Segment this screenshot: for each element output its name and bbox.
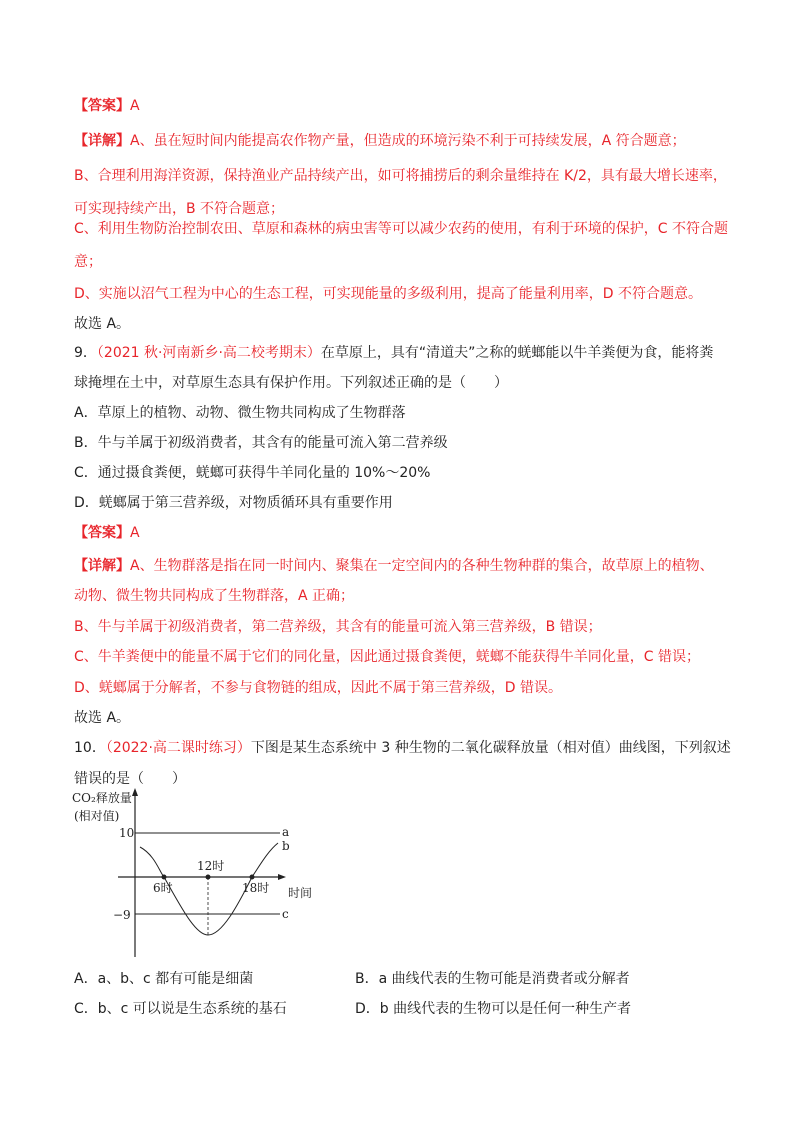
curve-b-label: b [282,839,290,853]
detail-line-1a [74,131,686,151]
option-10a: A．a、b、c 都有可能是细菌 [74,971,254,987]
detail-line-1d: C、利用生物防治控制农田、草原和森林的病虫害等可以减少农药的使用，有利于环境的保护，C 不符合题 [74,221,728,237]
question-10-stem [74,738,731,758]
answer-tag: 【答案】 [74,525,130,541]
label-18h: 18时 [242,881,270,895]
point-6h [162,875,167,880]
curve-a-label: a [282,825,290,839]
detail-tag: 【详解】 [74,558,130,574]
y-tick-10: 10 [119,826,135,840]
question-stem: 下图是某生态系统中 3 种生物的二氧化碳释放量（相对值）曲线图，下列叙述 [250,740,731,756]
conclusion-1: 故选 A。 [74,316,131,332]
option-9d: D．蜣螂属于第三营养级，对物质循环具有重要作用 [74,495,393,511]
option-9c: C．通过摄食粪便，蜣螂可获得牛羊同化量的 10%～20% [74,465,431,481]
y-axis-arrow [132,788,138,796]
detail-line-1f: D、实施以沼气工程为中心的生态工程，可实现能量的多级利用，提高了能量利用率，D 不符合题意。 [74,286,703,302]
point-18h [250,875,255,880]
detail-text: A、虽在短时间内能提高农作物产量，但造成的环境污染不利于可持续发展，A 符合题意； [130,133,686,149]
detail-line-9b: 动物、微生物共同构成了生物群落，A 正确； [74,588,355,604]
detail-tag: 【详解】 [74,133,130,149]
option-10b: B．a 曲线代表的生物可能是消费者或分解者 [355,971,630,987]
option-10d: D．b 曲线代表的生物可以是任何一种生产者 [355,1001,632,1017]
question-number: 10． [74,740,106,756]
detail-line-9a [74,556,714,576]
detail-line-1e: 意； [74,254,102,270]
x-axis-arrow [278,874,286,880]
option-9b: B．牛与羊属于初级消费者，其含有的能量可流入第二营养级 [74,435,448,451]
y-axis-label-line1: CO₂释放量 [72,791,132,805]
question-source: （2021 秋·河南新乡·高二校考期末） [96,345,321,361]
question-number: 9． [74,345,97,361]
question-9-stem-2: 球掩埋在土中，对草原生态具有保护作用。下列叙述正确的是（ ） [74,375,508,391]
detail-line-1b: B、合理利用海洋资源，保持渔业产品持续产出，如可将捕捞后的剩余量维持在 K/2，具有最大增长速率， [74,168,727,184]
answer-line-1 [74,96,140,116]
answer-value: A [130,525,140,541]
x-axis-label: 时间 [288,886,313,900]
question-source: （2022·高二课时练习） [105,740,251,756]
option-9a: A．草原上的植物、动物、微生物共同构成了生物群落 [74,405,406,421]
label-12h: 12时 [197,859,225,873]
answer-line-9 [74,523,140,543]
question-9-stem [74,343,713,363]
conclusion-9: 故选 A。 [74,710,131,726]
answer-tag: 【答案】 [74,98,130,114]
detail-line-9e: D、蜣螂属于分解者，不参与食物链的组成，因此不属于第三营养级，D 错误。 [74,680,563,696]
question-stem: 在草原上，具有“清道夫”之称的蜣螂能以牛羊粪便为食，能将粪 [320,345,714,361]
question-10-stem-2: 错误的是（ ） [74,771,186,787]
co2-release-graph [60,785,380,960]
curve-c-label: c [282,907,289,921]
y-axis-label-line2: (相对值) [74,809,120,823]
y-tick-neg9: −9 [113,908,131,922]
option-10c: C．b、c 可以说是生态系统的基石 [74,1001,287,1017]
label-6h: 6时 [153,881,173,895]
detail-line-1c: 可实现持续产出，B 不符合题意； [74,201,285,217]
answer-value: A [130,98,140,114]
detail-line-9c: B、牛与羊属于初级消费者，第二营养级，其含有的能量可流入第三营养级，B 错误； [74,619,602,635]
detail-line-9d: C、牛羊粪便中的能量不属于它们的同化量，因此通过摄食粪便，蜣螂不能获得牛羊同化量，C 错误； [74,649,700,665]
detail-text: A、生物群落是指在同一时间内、聚集在一定空间内的各种生物种群的集合，故草原上的植物、 [130,558,714,574]
